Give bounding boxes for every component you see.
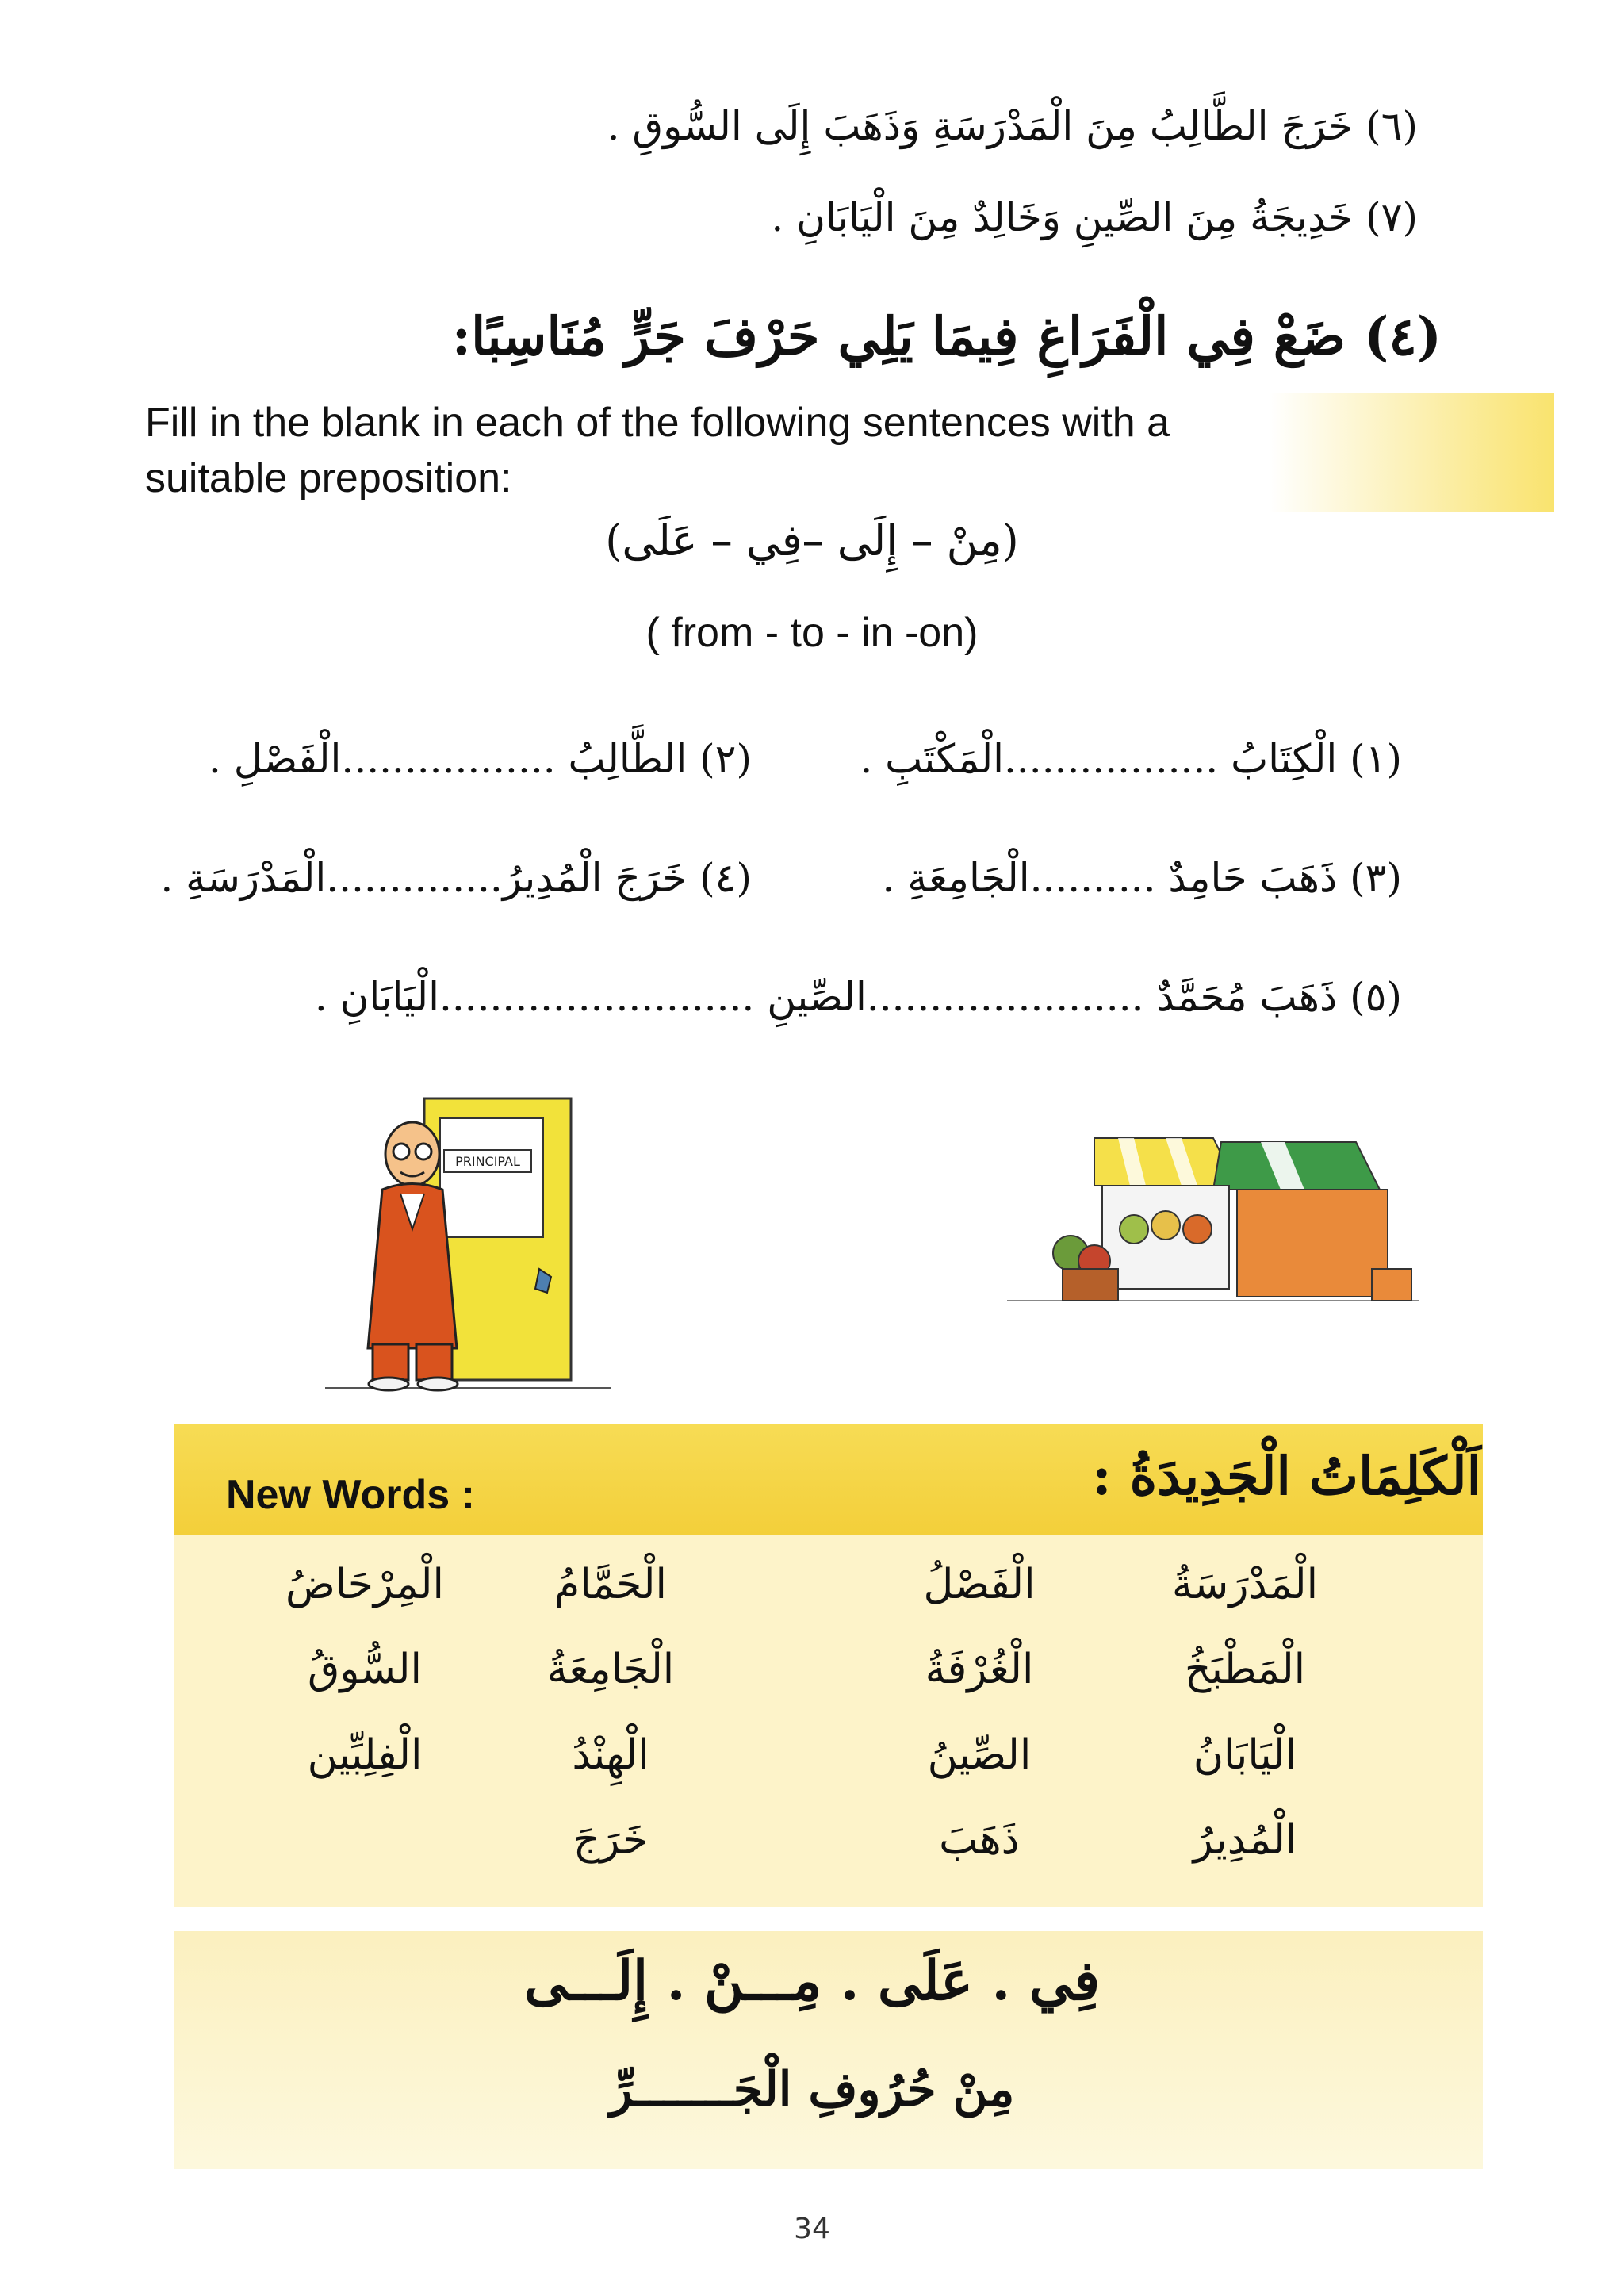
exercise-item-4: (٤) خَرَجَ الْمُدِيرُ..............الْمَدْرَسَةِ . — [160, 855, 752, 901]
new-word: الْيَابَانُ — [1193, 1731, 1297, 1779]
sentence-6: (٦) خَرَجَ الطَّالِبُ مِنَ الْمَدْرَسَةِ وَذَهَبَ إِلَى السُّوقِ . — [607, 103, 1418, 149]
new-word: ذَهَبَ — [939, 1816, 1020, 1864]
prepositions-list: فِي . عَلَى . مِـــنْ . إِلَـــى — [523, 1949, 1101, 2013]
exercise-item-3: (٣) ذَهَبَ حَامِدٌ ..........الْجَامِعَةِ . — [882, 855, 1402, 901]
prepositions-english: ( from - to - in -on) — [645, 610, 979, 656]
exercise-item-2: (٢) الطَّالِبُ .................الْفَصْلِ . — [209, 736, 752, 782]
new-word: الْحَمَّامُ — [554, 1561, 667, 1608]
new-words-title-ar: اَلْكَلِمَاتُ الْجَدِيدَةُ : — [1092, 1445, 1481, 1507]
door-sign: PRINCIPAL — [455, 1154, 520, 1169]
new-word: السُّوقُ — [308, 1646, 422, 1693]
new-word: الْجَامِعَةُ — [546, 1646, 675, 1693]
new-word: الْهِنْدُ — [572, 1731, 649, 1779]
exercise-heading: (٤) ضَعْ فِي الْفَرَاغِ فِيمَا يَلِي حَرْفَ جَرٍّ مُنَاسِبًا: — [451, 305, 1442, 367]
new-words-title-en: New Words : — [226, 1472, 475, 1518]
new-word: الْمُدِيرُ — [1193, 1816, 1297, 1864]
sentence-7: (٧) خَدِيجَةُ مِنَ الصِّينِ وَخَالِدٌ مِنَ الْيَابَانِ . — [771, 194, 1418, 240]
instruction-text — [145, 395, 1382, 506]
principal-illustration — [325, 1087, 611, 1400]
new-word: الْفَصْلُ — [923, 1561, 1036, 1608]
instruction-line-2: suitable preposition: — [145, 455, 512, 501]
new-word: الْفِلِبِّين — [307, 1731, 423, 1779]
new-word: خَرَجَ — [573, 1816, 649, 1864]
exercise-item-1: (١) الْكِتَابُ .................الْمَكْتَبِ . — [860, 736, 1402, 782]
page-number: 34 — [794, 2213, 830, 2245]
instruction-line-1: Fill in the blank in each of the following sentences with a — [145, 400, 1170, 446]
new-word: الصِّينُ — [927, 1731, 1032, 1779]
prepositions-arabic: (مِنْ – إِلَى –فِي – عَلَى) — [605, 516, 1019, 565]
exercise-item-5: (٥) ذَهَبَ مُحَمَّدٌ ......................الصِّينِ .........................الْيَابَانِ . — [314, 974, 1402, 1020]
new-word: الْمِرْحَاضُ — [285, 1561, 444, 1608]
new-word: الْغُرْفَةُ — [925, 1646, 1034, 1693]
new-word: الْمَطْبَخُ — [1184, 1646, 1306, 1693]
market-illustration — [1007, 1126, 1419, 1324]
prepositions-caption: مِنْ حُرُوفِ الْجَـــــــرِّ — [609, 2062, 1015, 2118]
new-word: الْمَدْرَسَةُ — [1171, 1561, 1319, 1608]
